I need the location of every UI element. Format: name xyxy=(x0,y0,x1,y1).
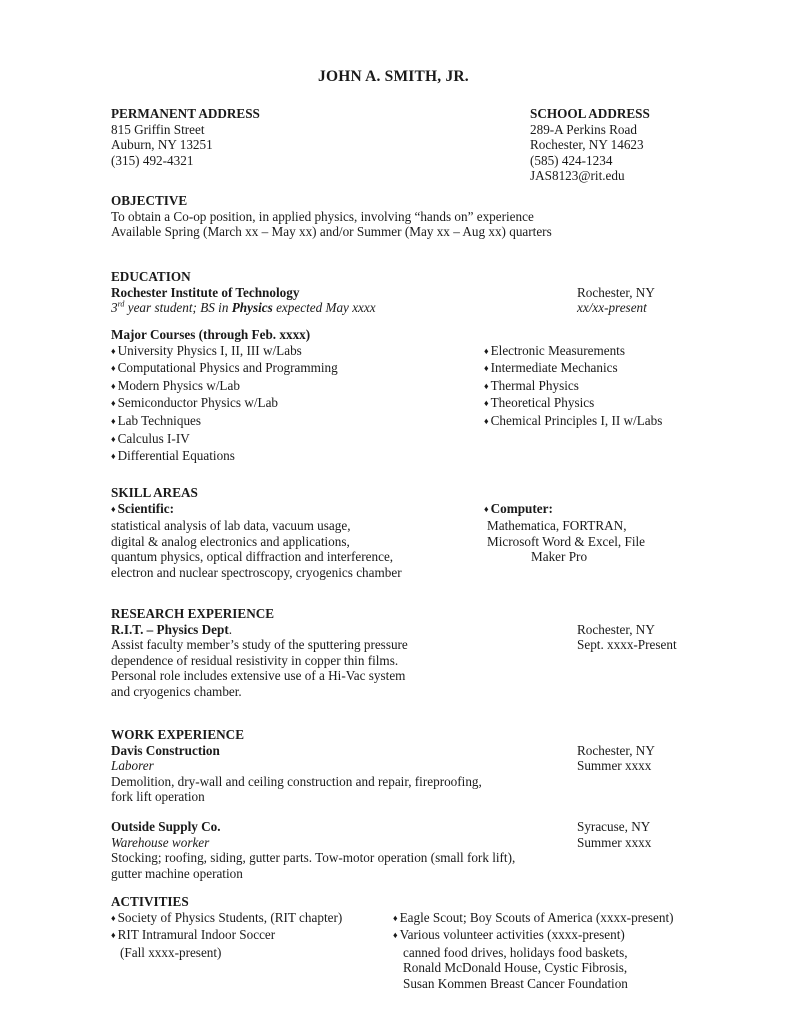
education-section xyxy=(111,269,376,316)
course-item: ♦ Calculus I-IV xyxy=(111,431,338,449)
activity-continuation: canned food drives, holidays food baskets, xyxy=(403,944,628,960)
courses-heading: Major Courses (through Feb. xxxx) xyxy=(111,327,311,342)
research-description-line: and cryogenics chamber. xyxy=(111,683,242,699)
degree-major: Physics xyxy=(231,300,273,316)
scientific-skill-line: digital & analog electronics and applications, xyxy=(111,533,350,549)
course-item: ♦ Modern Physics w/Lab xyxy=(111,378,338,396)
research-description-line: dependence of residual resistivity in copper thin films. xyxy=(111,652,399,668)
school-address-line: 289-A Perkins Road xyxy=(530,121,637,137)
work-heading: WORK EXPERIENCE xyxy=(111,727,244,742)
job-description-line: gutter machine operation xyxy=(111,865,243,881)
research-dates: Sept. xxxx-Present xyxy=(577,637,677,653)
activities-right xyxy=(393,910,674,992)
objective-section xyxy=(111,193,552,240)
objective-heading: OBJECTIVE xyxy=(111,193,188,208)
scientific-skill-line: statistical analysis of lab data, vacuum usage, xyxy=(111,518,351,534)
work-job-2 xyxy=(111,819,515,881)
permanent-phone: (315) 492-4321 xyxy=(111,152,194,168)
activities-heading: ACTIVITIES xyxy=(111,894,189,909)
objective-line: To obtain a Co-op position, in applied physics, involving “hands on” experience xyxy=(111,208,534,224)
degree-year: 3 xyxy=(111,300,118,316)
degree-year-suffix: rd xyxy=(117,299,125,309)
school-email[interactable]: JAS8123@rit.edu xyxy=(530,168,625,184)
job-dates: Summer xxxx xyxy=(577,834,652,850)
scientific-skill-line: electron and nuclear spectroscopy, cryogenics chamber xyxy=(111,564,402,580)
research-org-line xyxy=(111,622,408,638)
education-school: Rochester Institute of Technology xyxy=(111,284,300,300)
degree-text: year student; BS in xyxy=(124,300,232,316)
school-address-heading: SCHOOL ADDRESS xyxy=(530,106,650,121)
major-courses xyxy=(111,327,338,466)
work-section xyxy=(111,727,482,805)
job-meta xyxy=(577,819,651,850)
computer-skills xyxy=(484,501,645,565)
computer-skill-line: Mathematica, FORTRAN, xyxy=(487,518,627,534)
course-item: ♦ Electronic Measurements xyxy=(484,343,662,361)
education-heading: EDUCATION xyxy=(111,269,191,284)
job-title: Laborer xyxy=(111,758,154,774)
scientific-label: ♦ Scientific: xyxy=(111,501,402,519)
course-item: ♦ Differential Equations xyxy=(111,448,338,466)
activity-continuation: (Fall xxxx-present) xyxy=(120,944,222,960)
school-address-block xyxy=(530,106,650,184)
job-dates: Summer xxxx xyxy=(577,758,652,774)
course-item: ♦ Computational Physics and Programming xyxy=(111,360,338,378)
resume-name: JOHN A. SMITH, JR. xyxy=(318,68,469,85)
education-meta xyxy=(577,285,655,316)
research-description-line: Assist faculty member’s study of the sputtering pressure xyxy=(111,637,408,653)
school-address-line: Rochester, NY 14623 xyxy=(530,137,644,153)
job-description-line: Demolition, dry-wall and ceiling construction and repair, fireproofing, xyxy=(111,773,482,789)
course-item: ♦ Intermediate Mechanics xyxy=(484,360,662,378)
research-location: Rochester, NY xyxy=(577,621,655,637)
activity-item: ♦ Eagle Scout; Boy Scouts of America (xxxx-present) xyxy=(393,910,674,928)
permanent-address-heading: PERMANENT ADDRESS xyxy=(111,106,260,121)
skills-section xyxy=(111,485,402,581)
activity-item: ♦ Various volunteer activities (xxxx-present) xyxy=(393,927,674,945)
job-title: Warehouse worker xyxy=(111,834,210,850)
major-courses-right xyxy=(484,343,662,431)
course-item: ♦ Lab Techniques xyxy=(111,413,338,431)
course-item: ♦ Semiconductor Physics w/Lab xyxy=(111,395,338,413)
scientific-skill-line: quantum physics, optical diffraction and interference, xyxy=(111,549,394,565)
activity-item: ♦ RIT Intramural Indoor Soccer xyxy=(111,927,342,945)
course-item: ♦ Theoretical Physics xyxy=(484,395,662,413)
objective-line: Available Spring (March xx – May xx) and/or Summer (May xx – Aug xx) quarters xyxy=(111,224,552,240)
job-description-line: Stocking; roofing, siding, gutter parts. Tow-motor operation (small fork lift), xyxy=(111,850,516,866)
permanent-address-line: Auburn, NY 13251 xyxy=(111,137,213,153)
activity-item: ♦ Society of Physics Students, (RIT chapter) xyxy=(111,910,342,928)
skills-heading: SKILL AREAS xyxy=(111,485,198,500)
job-employer: Outside Supply Co. xyxy=(111,819,221,834)
education-location: Rochester, NY xyxy=(577,284,655,300)
computer-label: ♦ Computer: xyxy=(484,501,645,519)
job-location: Syracuse, NY xyxy=(577,819,651,834)
education-dates: xx/xx-present xyxy=(577,300,647,316)
activity-continuation: Ronald McDonald House, Cystic Fibrosis, xyxy=(403,960,628,976)
research-section xyxy=(111,606,408,700)
research-meta xyxy=(577,622,677,653)
course-item: ♦ Thermal Physics xyxy=(484,378,662,396)
permanent-address-line: 815 Griffin Street xyxy=(111,121,205,137)
research-org-period: . xyxy=(228,621,233,637)
job-employer: Davis Construction xyxy=(111,742,220,758)
research-description-line: Personal role includes extensive use of a Hi-Vac system xyxy=(111,668,406,684)
research-org: R.I.T. – Physics Dept xyxy=(111,621,229,637)
activities-section xyxy=(111,894,342,960)
education-degree xyxy=(111,300,376,316)
activity-continuation: Susan Kommen Breast Cancer Foundation xyxy=(403,975,628,991)
permanent-address-block xyxy=(111,106,260,168)
job-location: Rochester, NY xyxy=(577,742,655,758)
research-heading: RESEARCH EXPERIENCE xyxy=(111,606,275,621)
course-item: ♦ University Physics I, II, III w/Labs xyxy=(111,343,338,361)
school-phone: (585) 424-1234 xyxy=(530,152,613,168)
course-item: ♦ Chemical Principles I, II w/Labs xyxy=(484,413,662,431)
degree-expected: expected May xxxx xyxy=(272,300,376,316)
job-meta xyxy=(577,743,655,774)
job-description-line: fork lift operation xyxy=(111,789,205,805)
computer-skill-line: Microsoft Word & Excel, File xyxy=(487,533,646,549)
computer-skill-line: Maker Pro xyxy=(531,549,588,565)
